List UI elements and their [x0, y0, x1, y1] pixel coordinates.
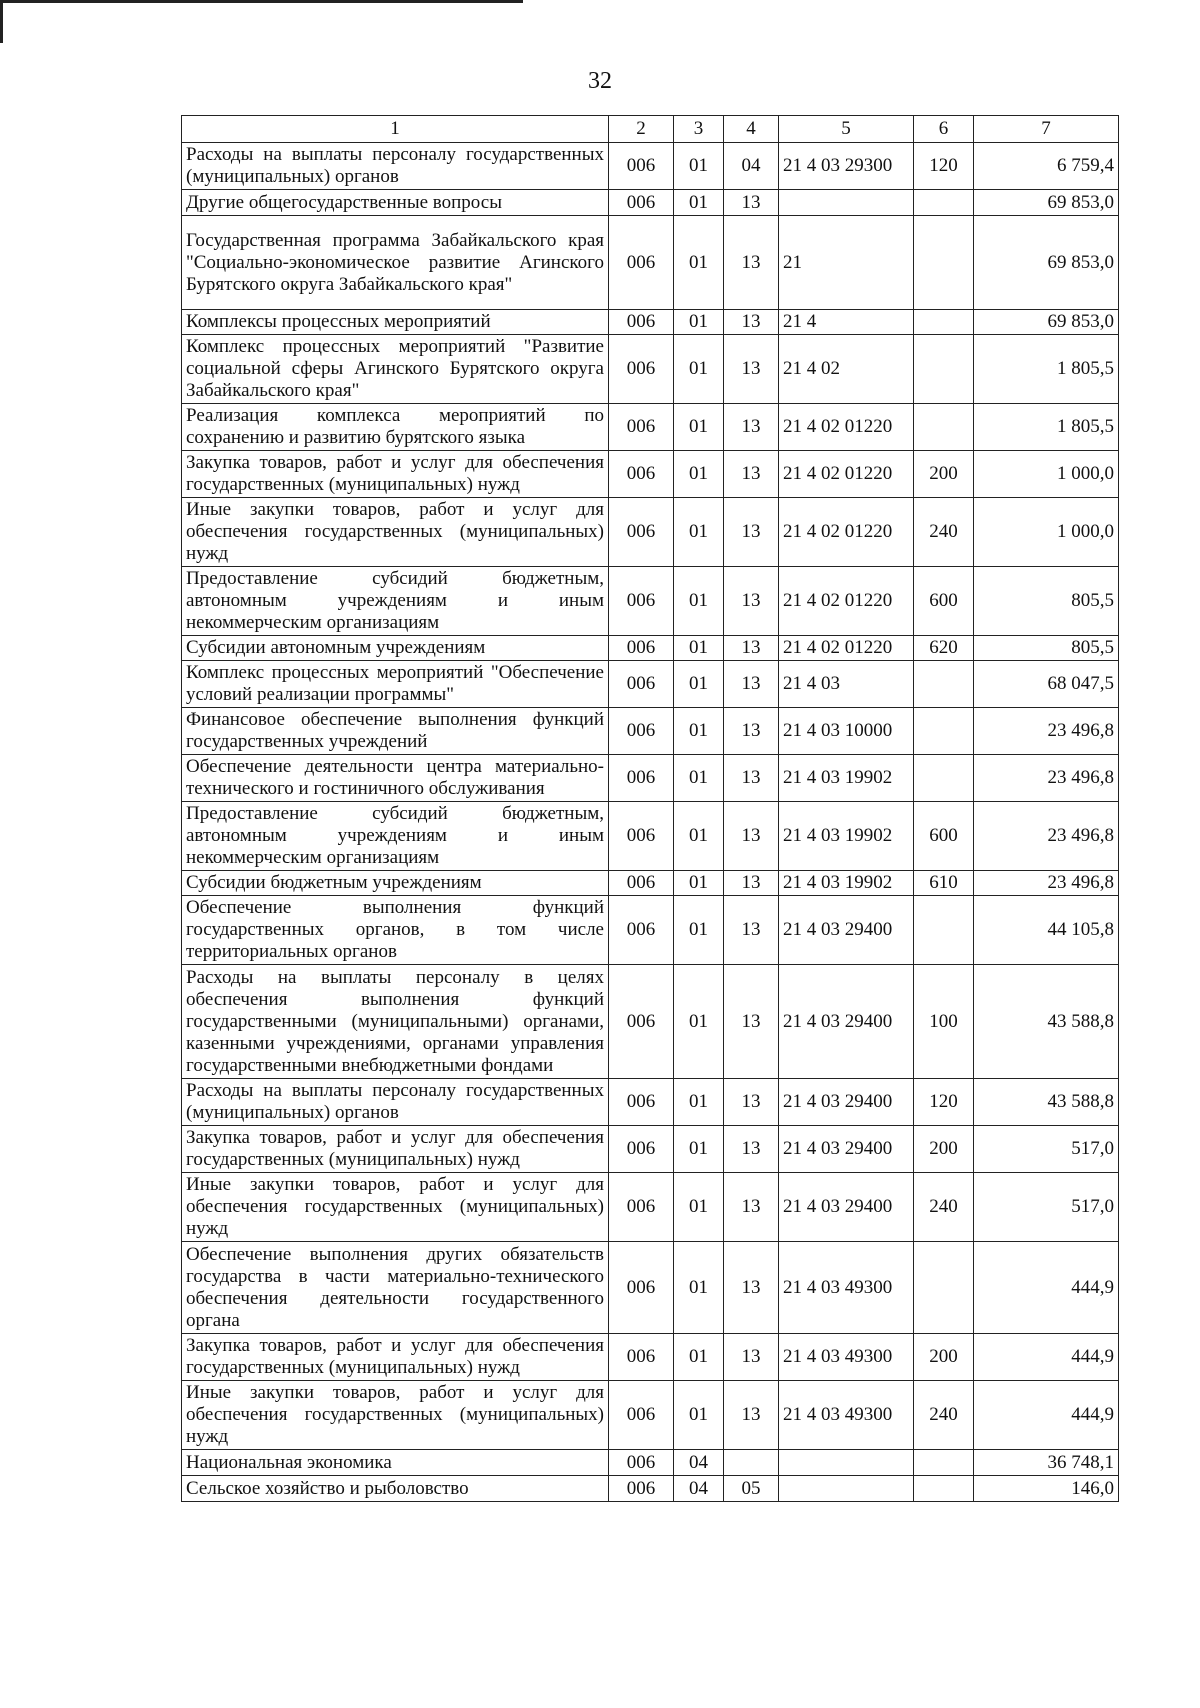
- row-name: Обеспечение выполнения функций государственных органов, в том числе территориальных органов: [182, 896, 609, 965]
- row-expense-type: [914, 216, 974, 310]
- table-row: [182, 965, 1119, 1079]
- row-target-article: 21 4 03 10000: [779, 708, 914, 755]
- row-section: 01: [674, 335, 724, 404]
- row-section: 01: [674, 1381, 724, 1450]
- row-amount: 23 496,8: [974, 755, 1119, 802]
- header-col-5: 5: [779, 116, 914, 143]
- row-expense-type: [914, 335, 974, 404]
- row-admin-code: 006: [609, 871, 674, 896]
- row-name: Обеспечение выполнения других обязательств государства в части материально-технического обеспечения деятельности государственного органа: [182, 1242, 609, 1334]
- row-name: Субсидии автономным учреждениям: [182, 636, 609, 661]
- row-subsection: 13: [724, 802, 779, 871]
- row-section: 01: [674, 636, 724, 661]
- row-name: Расходы на выплаты персоналу в целях обеспечения выполнения функций государственными (муниципальными) органами, казенными учреждениями, органами управления государственными внебюджетными фондами: [182, 965, 609, 1079]
- row-name: Расходы на выплаты персоналу государственных (муниципальных) органов: [182, 1079, 609, 1126]
- row-expense-type: 240: [914, 1173, 974, 1242]
- row-subsection: 13: [724, 404, 779, 451]
- row-target-article: 21 4 03 49300: [779, 1242, 914, 1334]
- table-row: [182, 755, 1119, 802]
- row-target-article: [779, 1450, 914, 1476]
- header-col-4: 4: [724, 116, 779, 143]
- row-amount: 1 805,5: [974, 335, 1119, 404]
- table-row: [182, 1450, 1119, 1476]
- table-row: [182, 310, 1119, 335]
- row-section: 01: [674, 708, 724, 755]
- page-number: 32: [588, 68, 612, 94]
- row-expense-type: 100: [914, 965, 974, 1079]
- row-amount: 69 853,0: [974, 310, 1119, 335]
- row-amount: 146,0: [974, 1476, 1119, 1502]
- row-amount: 23 496,8: [974, 802, 1119, 871]
- row-admin-code: 006: [609, 755, 674, 802]
- table-row: [182, 1334, 1119, 1381]
- row-section: 01: [674, 1126, 724, 1173]
- row-amount: 68 047,5: [974, 661, 1119, 708]
- table-row: [182, 896, 1119, 965]
- row-name: Национальная экономика: [182, 1450, 609, 1476]
- row-expense-type: 200: [914, 1334, 974, 1381]
- row-subsection: [724, 1450, 779, 1476]
- row-name: Другие общегосударственные вопросы: [182, 190, 609, 216]
- row-subsection: 13: [724, 755, 779, 802]
- row-section: 01: [674, 1173, 724, 1242]
- row-admin-code: 006: [609, 335, 674, 404]
- table-row: [182, 1126, 1119, 1173]
- row-target-article: 21 4 02 01220: [779, 404, 914, 451]
- row-section: 01: [674, 1242, 724, 1334]
- row-subsection: 13: [724, 1334, 779, 1381]
- row-subsection: 13: [724, 567, 779, 636]
- table-row: [182, 708, 1119, 755]
- row-expense-type: [914, 1242, 974, 1334]
- row-section: 01: [674, 965, 724, 1079]
- row-section: 04: [674, 1450, 724, 1476]
- row-subsection: 13: [724, 1173, 779, 1242]
- row-expense-type: 120: [914, 143, 974, 190]
- row-admin-code: 006: [609, 1450, 674, 1476]
- row-amount: 43 588,8: [974, 965, 1119, 1079]
- row-admin-code: 006: [609, 451, 674, 498]
- table-body: [182, 143, 1119, 1502]
- row-admin-code: 006: [609, 1126, 674, 1173]
- row-amount: 23 496,8: [974, 708, 1119, 755]
- table-row: [182, 1242, 1119, 1334]
- row-admin-code: 006: [609, 1334, 674, 1381]
- row-target-article: 21 4 02 01220: [779, 498, 914, 567]
- row-admin-code: 006: [609, 896, 674, 965]
- row-expense-type: [914, 190, 974, 216]
- table-row: [182, 567, 1119, 636]
- header-col-2: 2: [609, 116, 674, 143]
- row-expense-type: 120: [914, 1079, 974, 1126]
- table-header-row: [182, 116, 1119, 143]
- row-admin-code: 006: [609, 1476, 674, 1502]
- row-expense-type: 240: [914, 498, 974, 567]
- row-subsection: 04: [724, 143, 779, 190]
- row-subsection: 13: [724, 896, 779, 965]
- row-amount: 517,0: [974, 1173, 1119, 1242]
- header-col-1: 1: [182, 116, 609, 143]
- row-admin-code: 006: [609, 498, 674, 567]
- row-target-article: [779, 190, 914, 216]
- row-admin-code: 006: [609, 636, 674, 661]
- row-subsection: 13: [724, 1079, 779, 1126]
- table-row: [182, 335, 1119, 404]
- row-expense-type: [914, 1450, 974, 1476]
- row-name: Сельское хозяйство и рыболовство: [182, 1476, 609, 1502]
- row-target-article: 21 4 03 29300: [779, 143, 914, 190]
- row-target-article: 21 4 03 19902: [779, 755, 914, 802]
- row-amount: 444,9: [974, 1242, 1119, 1334]
- row-section: 01: [674, 802, 724, 871]
- row-target-article: 21 4 03 29400: [779, 965, 914, 1079]
- row-admin-code: 006: [609, 1079, 674, 1126]
- row-expense-type: 200: [914, 451, 974, 498]
- row-name: Закупка товаров, работ и услуг для обеспечения государственных (муниципальных) нужд: [182, 1126, 609, 1173]
- row-amount: 444,9: [974, 1381, 1119, 1450]
- row-admin-code: 006: [609, 1381, 674, 1450]
- row-amount: 44 105,8: [974, 896, 1119, 965]
- table-row: [182, 404, 1119, 451]
- row-target-article: 21 4 03 49300: [779, 1334, 914, 1381]
- row-amount: 805,5: [974, 567, 1119, 636]
- row-amount: 444,9: [974, 1334, 1119, 1381]
- row-section: 01: [674, 498, 724, 567]
- row-name: Иные закупки товаров, работ и услуг для обеспечения государственных (муниципальных) нужд: [182, 1381, 609, 1450]
- row-expense-type: [914, 661, 974, 708]
- table-row: [182, 636, 1119, 661]
- row-section: 01: [674, 755, 724, 802]
- table-row: [182, 661, 1119, 708]
- row-section: 01: [674, 871, 724, 896]
- row-expense-type: 600: [914, 802, 974, 871]
- row-admin-code: 006: [609, 190, 674, 216]
- row-name: Закупка товаров, работ и услуг для обеспечения государственных (муниципальных) нужд: [182, 1334, 609, 1381]
- table-row: [182, 498, 1119, 567]
- row-section: 01: [674, 216, 724, 310]
- budget-table: [181, 115, 1119, 1502]
- row-amount: 6 759,4: [974, 143, 1119, 190]
- row-amount: 69 853,0: [974, 216, 1119, 310]
- row-target-article: 21 4 03 19902: [779, 802, 914, 871]
- row-section: 04: [674, 1476, 724, 1502]
- row-expense-type: [914, 708, 974, 755]
- row-admin-code: 006: [609, 661, 674, 708]
- row-subsection: 13: [724, 335, 779, 404]
- row-target-article: 21 4 02: [779, 335, 914, 404]
- row-section: 01: [674, 404, 724, 451]
- row-expense-type: [914, 404, 974, 451]
- row-target-article: 21 4 02 01220: [779, 567, 914, 636]
- row-section: 01: [674, 567, 724, 636]
- row-target-article: 21 4 03 29400: [779, 1126, 914, 1173]
- row-name: Предоставление субсидий бюджетным, автономным учреждениям и иным некоммерческим организациям: [182, 802, 609, 871]
- row-expense-type: [914, 1476, 974, 1502]
- row-subsection: 13: [724, 451, 779, 498]
- row-subsection: 13: [724, 871, 779, 896]
- row-name: Субсидии бюджетным учреждениям: [182, 871, 609, 896]
- row-amount: 1 000,0: [974, 451, 1119, 498]
- table-row: [182, 1381, 1119, 1450]
- table-row: [182, 1079, 1119, 1126]
- row-admin-code: 006: [609, 143, 674, 190]
- row-target-article: [779, 1476, 914, 1502]
- header-col-3: 3: [674, 116, 724, 143]
- row-admin-code: 006: [609, 708, 674, 755]
- table-row: [182, 451, 1119, 498]
- row-expense-type: [914, 755, 974, 802]
- row-amount: 517,0: [974, 1126, 1119, 1173]
- row-name: Закупка товаров, работ и услуг для обеспечения государственных (муниципальных) нужд: [182, 451, 609, 498]
- row-amount: 69 853,0: [974, 190, 1119, 216]
- row-name: Обеспечение деятельности центра материально-технического и гостиничного обслуживания: [182, 755, 609, 802]
- row-admin-code: 006: [609, 310, 674, 335]
- row-name: Иные закупки товаров, работ и услуг для обеспечения государственных (муниципальных) нужд: [182, 1173, 609, 1242]
- row-name: Комплекс процессных мероприятий "Развитие социальной сферы Агинского Бурятского округа Забайкальского края": [182, 335, 609, 404]
- row-expense-type: 600: [914, 567, 974, 636]
- row-name: Финансовое обеспечение выполнения функций государственных учреждений: [182, 708, 609, 755]
- row-section: 01: [674, 143, 724, 190]
- row-admin-code: 006: [609, 965, 674, 1079]
- row-subsection: 13: [724, 636, 779, 661]
- table-row: [182, 1173, 1119, 1242]
- row-expense-type: 610: [914, 871, 974, 896]
- row-subsection: 13: [724, 661, 779, 708]
- row-expense-type: 200: [914, 1126, 974, 1173]
- row-subsection: 13: [724, 190, 779, 216]
- row-subsection: 13: [724, 498, 779, 567]
- row-section: 01: [674, 1334, 724, 1381]
- row-expense-type: [914, 310, 974, 335]
- header-col-7: 7: [974, 116, 1119, 143]
- table-row: [182, 143, 1119, 190]
- row-section: 01: [674, 896, 724, 965]
- table-row: [182, 871, 1119, 896]
- row-section: 01: [674, 190, 724, 216]
- row-amount: 1 805,5: [974, 404, 1119, 451]
- row-name: Комплекс процессных мероприятий "Обеспечение условий реализации программы": [182, 661, 609, 708]
- row-name: Государственная программа Забайкальского края "Социально-экономическое развитие Агинского Бурятского округа Забайкальского края": [182, 216, 609, 310]
- row-target-article: 21 4 03 19902: [779, 871, 914, 896]
- row-target-article: 21 4 03: [779, 661, 914, 708]
- table-row: [182, 802, 1119, 871]
- row-admin-code: 006: [609, 567, 674, 636]
- row-subsection: 13: [724, 965, 779, 1079]
- row-amount: 36 748,1: [974, 1450, 1119, 1476]
- row-name: Иные закупки товаров, работ и услуг для обеспечения государственных (муниципальных) нужд: [182, 498, 609, 567]
- row-section: 01: [674, 451, 724, 498]
- row-admin-code: 006: [609, 404, 674, 451]
- header-col-6: 6: [914, 116, 974, 143]
- row-target-article: 21 4 02 01220: [779, 636, 914, 661]
- row-target-article: 21 4 03 49300: [779, 1381, 914, 1450]
- row-subsection: 13: [724, 216, 779, 310]
- table-row: [182, 1476, 1119, 1502]
- row-subsection: 13: [724, 1381, 779, 1450]
- row-admin-code: 006: [609, 216, 674, 310]
- row-admin-code: 006: [609, 802, 674, 871]
- table-row: [182, 216, 1119, 310]
- row-subsection: 13: [724, 1242, 779, 1334]
- row-subsection: 13: [724, 310, 779, 335]
- row-name: Предоставление субсидий бюджетным, автономным учреждениям и иным некоммерческим организациям: [182, 567, 609, 636]
- row-target-article: 21: [779, 216, 914, 310]
- row-section: 01: [674, 1079, 724, 1126]
- row-section: 01: [674, 310, 724, 335]
- row-subsection: 05: [724, 1476, 779, 1502]
- row-name: Комплексы процессных мероприятий: [182, 310, 609, 335]
- row-target-article: 21 4 03 29400: [779, 1079, 914, 1126]
- row-subsection: 13: [724, 1126, 779, 1173]
- row-target-article: 21 4 02 01220: [779, 451, 914, 498]
- row-name: Расходы на выплаты персоналу государственных (муниципальных) органов: [182, 143, 609, 190]
- table-row: [182, 190, 1119, 216]
- row-expense-type: 240: [914, 1381, 974, 1450]
- row-expense-type: [914, 896, 974, 965]
- row-name: Реализация комплекса мероприятий по сохранению и развитию бурятского языка: [182, 404, 609, 451]
- row-amount: 1 000,0: [974, 498, 1119, 567]
- row-amount: 805,5: [974, 636, 1119, 661]
- row-expense-type: 620: [914, 636, 974, 661]
- row-target-article: 21 4: [779, 310, 914, 335]
- row-section: 01: [674, 661, 724, 708]
- row-subsection: 13: [724, 708, 779, 755]
- row-amount: 23 496,8: [974, 871, 1119, 896]
- scan-corner-mark: [0, 0, 523, 43]
- row-amount: 43 588,8: [974, 1079, 1119, 1126]
- row-target-article: 21 4 03 29400: [779, 896, 914, 965]
- row-target-article: 21 4 03 29400: [779, 1173, 914, 1242]
- row-admin-code: 006: [609, 1173, 674, 1242]
- row-admin-code: 006: [609, 1242, 674, 1334]
